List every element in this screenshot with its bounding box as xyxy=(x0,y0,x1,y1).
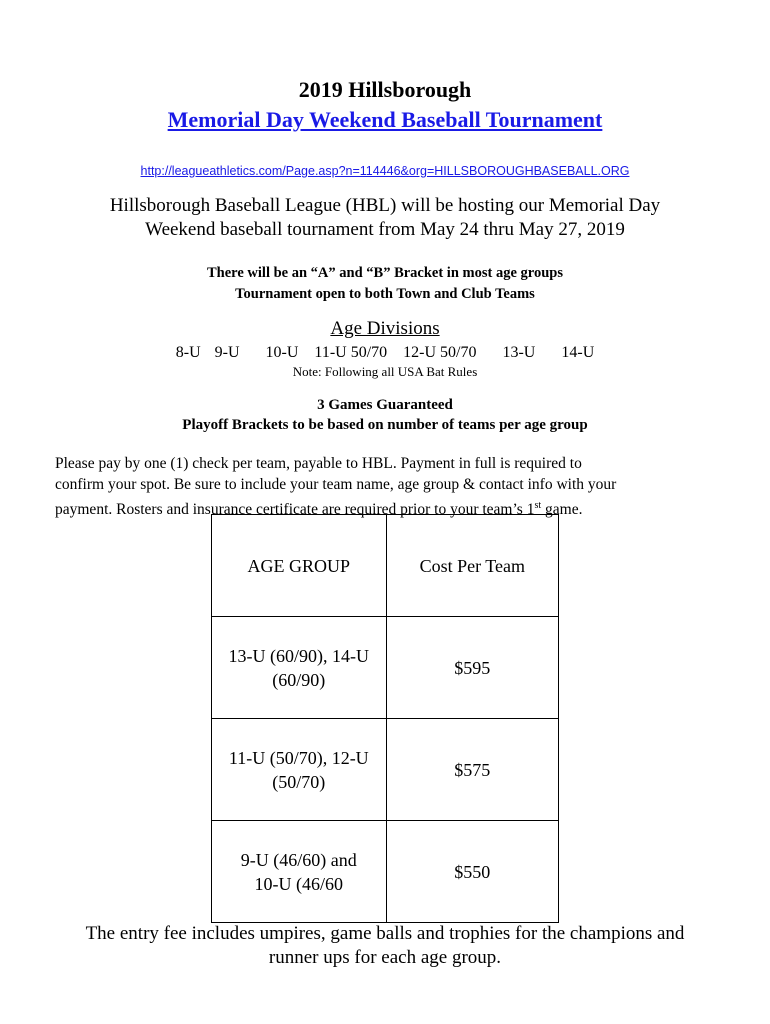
ordinal-suffix: st xyxy=(534,500,542,511)
footer-line: runner ups for each age group. xyxy=(268,947,502,968)
bracket-line: Tournament open to both Town and Club Teams xyxy=(235,286,535,302)
age-group-cell xyxy=(212,617,387,719)
cost-cell: $595 xyxy=(386,617,558,719)
guarantee-line: Playoff Brackets to be based on number of teams per age group xyxy=(182,417,588,433)
payment-text: payment. Rosters and insurance certificate are required prior to your team’s 1 xyxy=(55,501,535,519)
bracket-info xyxy=(0,263,770,305)
age-group-text: 11-U (50/70), 12-U xyxy=(228,747,369,768)
cost-cell: $575 xyxy=(386,719,558,821)
entry-fee-note xyxy=(0,922,770,970)
age-group-cell xyxy=(212,821,387,923)
fee-table xyxy=(211,514,559,923)
payment-line: Please pay by one (1) check per team, payable to HBL. Payment in full is required to xyxy=(55,455,582,472)
age-group-text: (50/70) xyxy=(272,771,326,792)
table-row xyxy=(212,719,559,821)
table-row xyxy=(212,821,559,923)
intro-line: Weekend baseball tournament from May 24 thru May 27, 2019 xyxy=(145,219,625,240)
cost-cell: $550 xyxy=(386,821,558,923)
age-group-text: 10-U (46/60 xyxy=(254,873,344,894)
age-group-cell xyxy=(212,719,387,821)
age-divisions-heading: Age Divisions xyxy=(330,318,440,339)
age-group-text: 9-U (46/60) and xyxy=(240,849,357,870)
intro-paragraph xyxy=(0,194,770,242)
age-division-item: 13-U xyxy=(502,344,536,361)
age-divisions-list xyxy=(0,344,770,362)
footer-line: The entry fee includes umpires, game balls and trophies for the champions and xyxy=(85,923,685,944)
page-title: 2019 Hillsborough xyxy=(298,77,472,102)
age-division-item: 11-U 50/70 xyxy=(314,344,388,361)
tournament-title-link[interactable]: Memorial Day Weekend Baseball Tournament xyxy=(167,107,603,132)
age-group-text: 13-U (60/90), 14-U xyxy=(228,645,370,666)
bat-rules-note: Note: Following all USA Bat Rules xyxy=(292,364,478,379)
age-division-item: 9-U xyxy=(214,344,240,361)
payment-line: confirm your spot. Be sure to include your team name, age group & contact info with your xyxy=(55,476,617,493)
guarantee-line: 3 Games Guaranteed xyxy=(317,397,453,413)
table-header-row xyxy=(212,515,559,617)
league-url-link[interactable]: http://leagueathletics.com/Page.asp?n=114446&org=HILLSBOROUGHBASEBALL.ORG xyxy=(140,164,630,178)
age-group-text: (60/90) xyxy=(272,669,326,690)
payment-paragraph xyxy=(55,453,715,520)
intro-line: Hillsborough Baseball League (HBL) will be hosting our Memorial Day xyxy=(109,195,661,216)
header-cost: Cost Per Team xyxy=(386,515,558,617)
guarantee-info xyxy=(0,395,770,435)
age-division-item: 12-U 50/70 xyxy=(403,344,477,361)
age-division-item: 10-U xyxy=(265,344,299,361)
payment-text: game. xyxy=(541,501,583,519)
bracket-line: There will be an “A” and “B” Bracket in most age groups xyxy=(207,265,563,281)
age-division-item: 14-U xyxy=(561,344,595,361)
age-division-item: 8-U xyxy=(175,344,201,361)
table-row xyxy=(212,617,559,719)
header-age-group: AGE GROUP xyxy=(212,515,387,617)
